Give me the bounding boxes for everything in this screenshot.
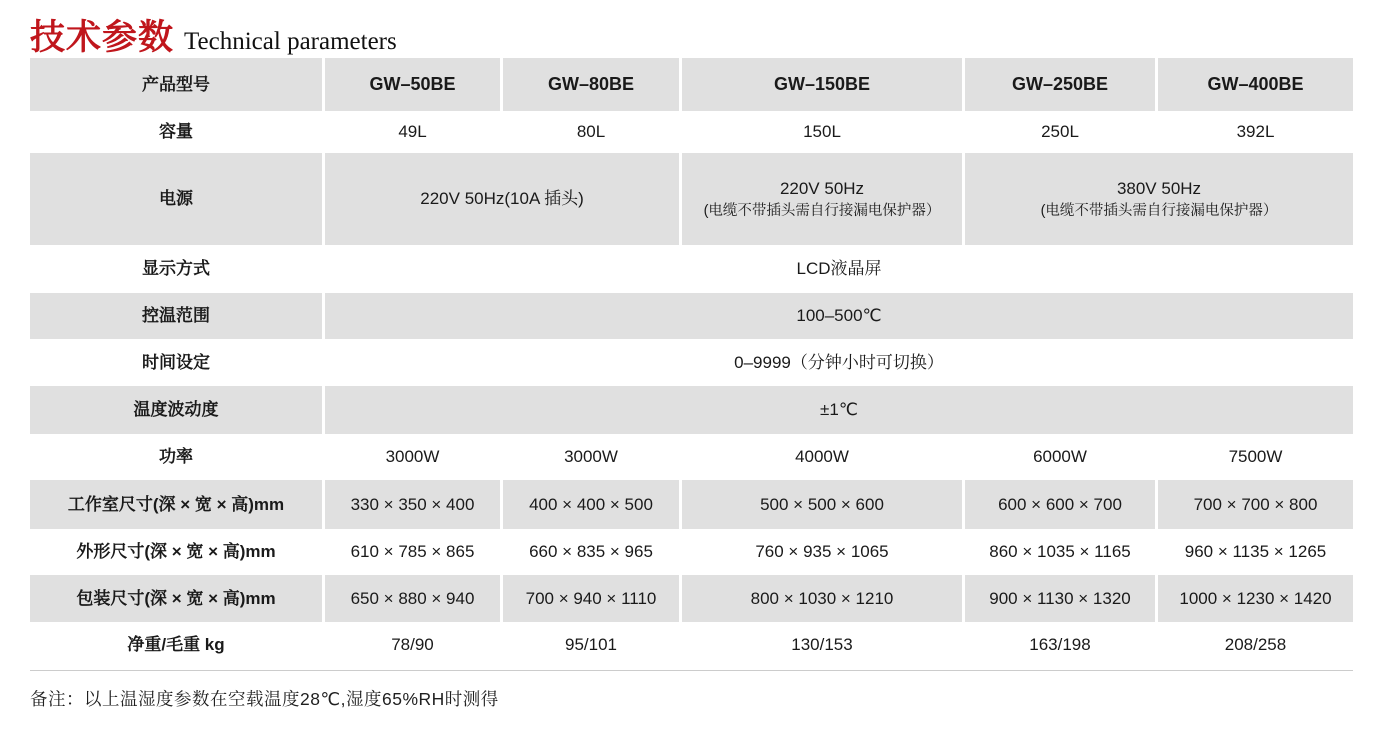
capacity-value: 250L bbox=[1041, 122, 1079, 142]
header-model-gw50be: GW–50BE bbox=[325, 58, 500, 111]
footnote: 备注：以上温湿度参数在空载温度28℃,湿度65%RH时测得 bbox=[30, 689, 499, 709]
package-size-value: 900 × 1130 × 1320 bbox=[965, 575, 1155, 622]
table-row-temp-fluctuation bbox=[30, 386, 1353, 434]
row-label-time-setting: 时间设定 bbox=[142, 352, 210, 372]
package-size-value: 1000 × 1230 × 1420 bbox=[1158, 575, 1353, 622]
table-row-chamber-size bbox=[30, 480, 1353, 529]
power-supply-breaker-note: (电缆不带插头需自行接漏电保护器） bbox=[1040, 203, 1278, 220]
package-size-value: 700 × 940 × 1110 bbox=[503, 575, 679, 622]
power-supply-220v-plug: 220V 50Hz(10A 插头) bbox=[325, 153, 679, 245]
row-label-power-supply: 电源 bbox=[30, 153, 322, 245]
chamber-size-value: 500 × 500 × 600 bbox=[682, 480, 962, 529]
power-supply-380v-breaker bbox=[965, 153, 1353, 245]
outer-size-value: 610 × 785 × 865 bbox=[350, 542, 475, 562]
header-model-gw80be: GW–80BE bbox=[503, 58, 679, 111]
display-mode-value: LCD液晶屏 bbox=[796, 259, 882, 279]
header-model-gw250be: GW–250BE bbox=[965, 58, 1155, 111]
outer-size-value: 960 × 1135 × 1265 bbox=[1184, 542, 1327, 562]
package-size-value: 800 × 1030 × 1210 bbox=[682, 575, 962, 622]
table-row-outer-size bbox=[30, 529, 1353, 575]
chamber-size-value: 330 × 350 × 400 bbox=[325, 480, 500, 529]
weight-value: 130/153 bbox=[791, 635, 853, 655]
power-value: 4000W bbox=[795, 447, 849, 467]
weight-value: 163/198 bbox=[1029, 635, 1091, 655]
power-supply-voltage: 220V 50Hz bbox=[779, 178, 865, 198]
chamber-size-value: 600 × 600 × 700 bbox=[965, 480, 1155, 529]
header-product-model-label: 产品型号 bbox=[30, 58, 322, 111]
table-row-power-supply bbox=[30, 153, 1353, 245]
table-row-time-setting bbox=[30, 339, 1353, 386]
time-setting-value: 0–9999（分钟小时可切换） bbox=[734, 352, 944, 372]
table-row-display-mode bbox=[30, 245, 1353, 293]
capacity-value: 392L bbox=[1236, 122, 1275, 142]
outer-size-value: 760 × 935 × 1065 bbox=[755, 542, 889, 562]
capacity-value: 150L bbox=[803, 122, 841, 142]
section-title-en: Technical parameters bbox=[184, 28, 397, 55]
power-supply-voltage: 380V 50Hz bbox=[1116, 178, 1202, 198]
table-row-weight bbox=[30, 622, 1353, 668]
row-label-package-size: 包装尺寸(深 × 宽 × 高)mm bbox=[30, 575, 322, 622]
capacity-value: 49L bbox=[398, 122, 427, 142]
weight-value: 208/258 bbox=[1224, 635, 1287, 655]
row-label-chamber-size: 工作室尺寸(深 × 宽 × 高)mm bbox=[30, 480, 322, 529]
outer-size-value: 660 × 835 × 965 bbox=[529, 542, 653, 562]
table-row-power bbox=[30, 434, 1353, 480]
row-label-temp-fluctuation: 温度波动度 bbox=[30, 386, 322, 434]
table-row-temp-range bbox=[30, 293, 1353, 339]
spec-table bbox=[30, 58, 1353, 671]
table-row-package-size bbox=[30, 575, 1353, 622]
power-supply-220v-breaker bbox=[682, 153, 962, 245]
temp-fluctuation-value: ±1℃ bbox=[325, 386, 1353, 434]
power-value: 3000W bbox=[564, 447, 618, 467]
table-row-capacity bbox=[30, 111, 1353, 153]
chamber-size-value: 400 × 400 × 500 bbox=[503, 480, 679, 529]
power-supply-breaker-note: (电缆不带插头需自行接漏电保护器） bbox=[703, 203, 941, 220]
row-label-weight: 净重/毛重 kg bbox=[127, 635, 225, 655]
power-value: 3000W bbox=[385, 447, 440, 467]
power-value: 7500W bbox=[1228, 447, 1283, 467]
header-model-gw150be: GW–150BE bbox=[682, 58, 962, 111]
weight-value: 78/90 bbox=[391, 635, 434, 655]
table-header-row bbox=[30, 58, 1353, 111]
row-label-display-mode: 显示方式 bbox=[142, 259, 210, 279]
header-model-gw400be: GW–400BE bbox=[1158, 58, 1353, 111]
chamber-size-value: 700 × 700 × 800 bbox=[1158, 480, 1353, 529]
row-label-power: 功率 bbox=[159, 447, 193, 467]
outer-size-value: 860 × 1035 × 1165 bbox=[989, 542, 1131, 562]
temp-range-value: 100–500℃ bbox=[325, 293, 1353, 339]
row-label-outer-size: 外形尺寸(深 × 宽 × 高)mm bbox=[76, 542, 276, 562]
section-title-cn: 技术参数 bbox=[30, 18, 175, 57]
power-value: 6000W bbox=[1033, 447, 1087, 467]
row-label-temp-range: 控温范围 bbox=[30, 293, 322, 339]
capacity-value: 80L bbox=[576, 122, 606, 142]
section-title bbox=[0, 0, 1398, 58]
weight-value: 95/101 bbox=[565, 635, 617, 655]
package-size-value: 650 × 880 × 940 bbox=[325, 575, 500, 622]
row-label-capacity: 容量 bbox=[159, 122, 193, 142]
